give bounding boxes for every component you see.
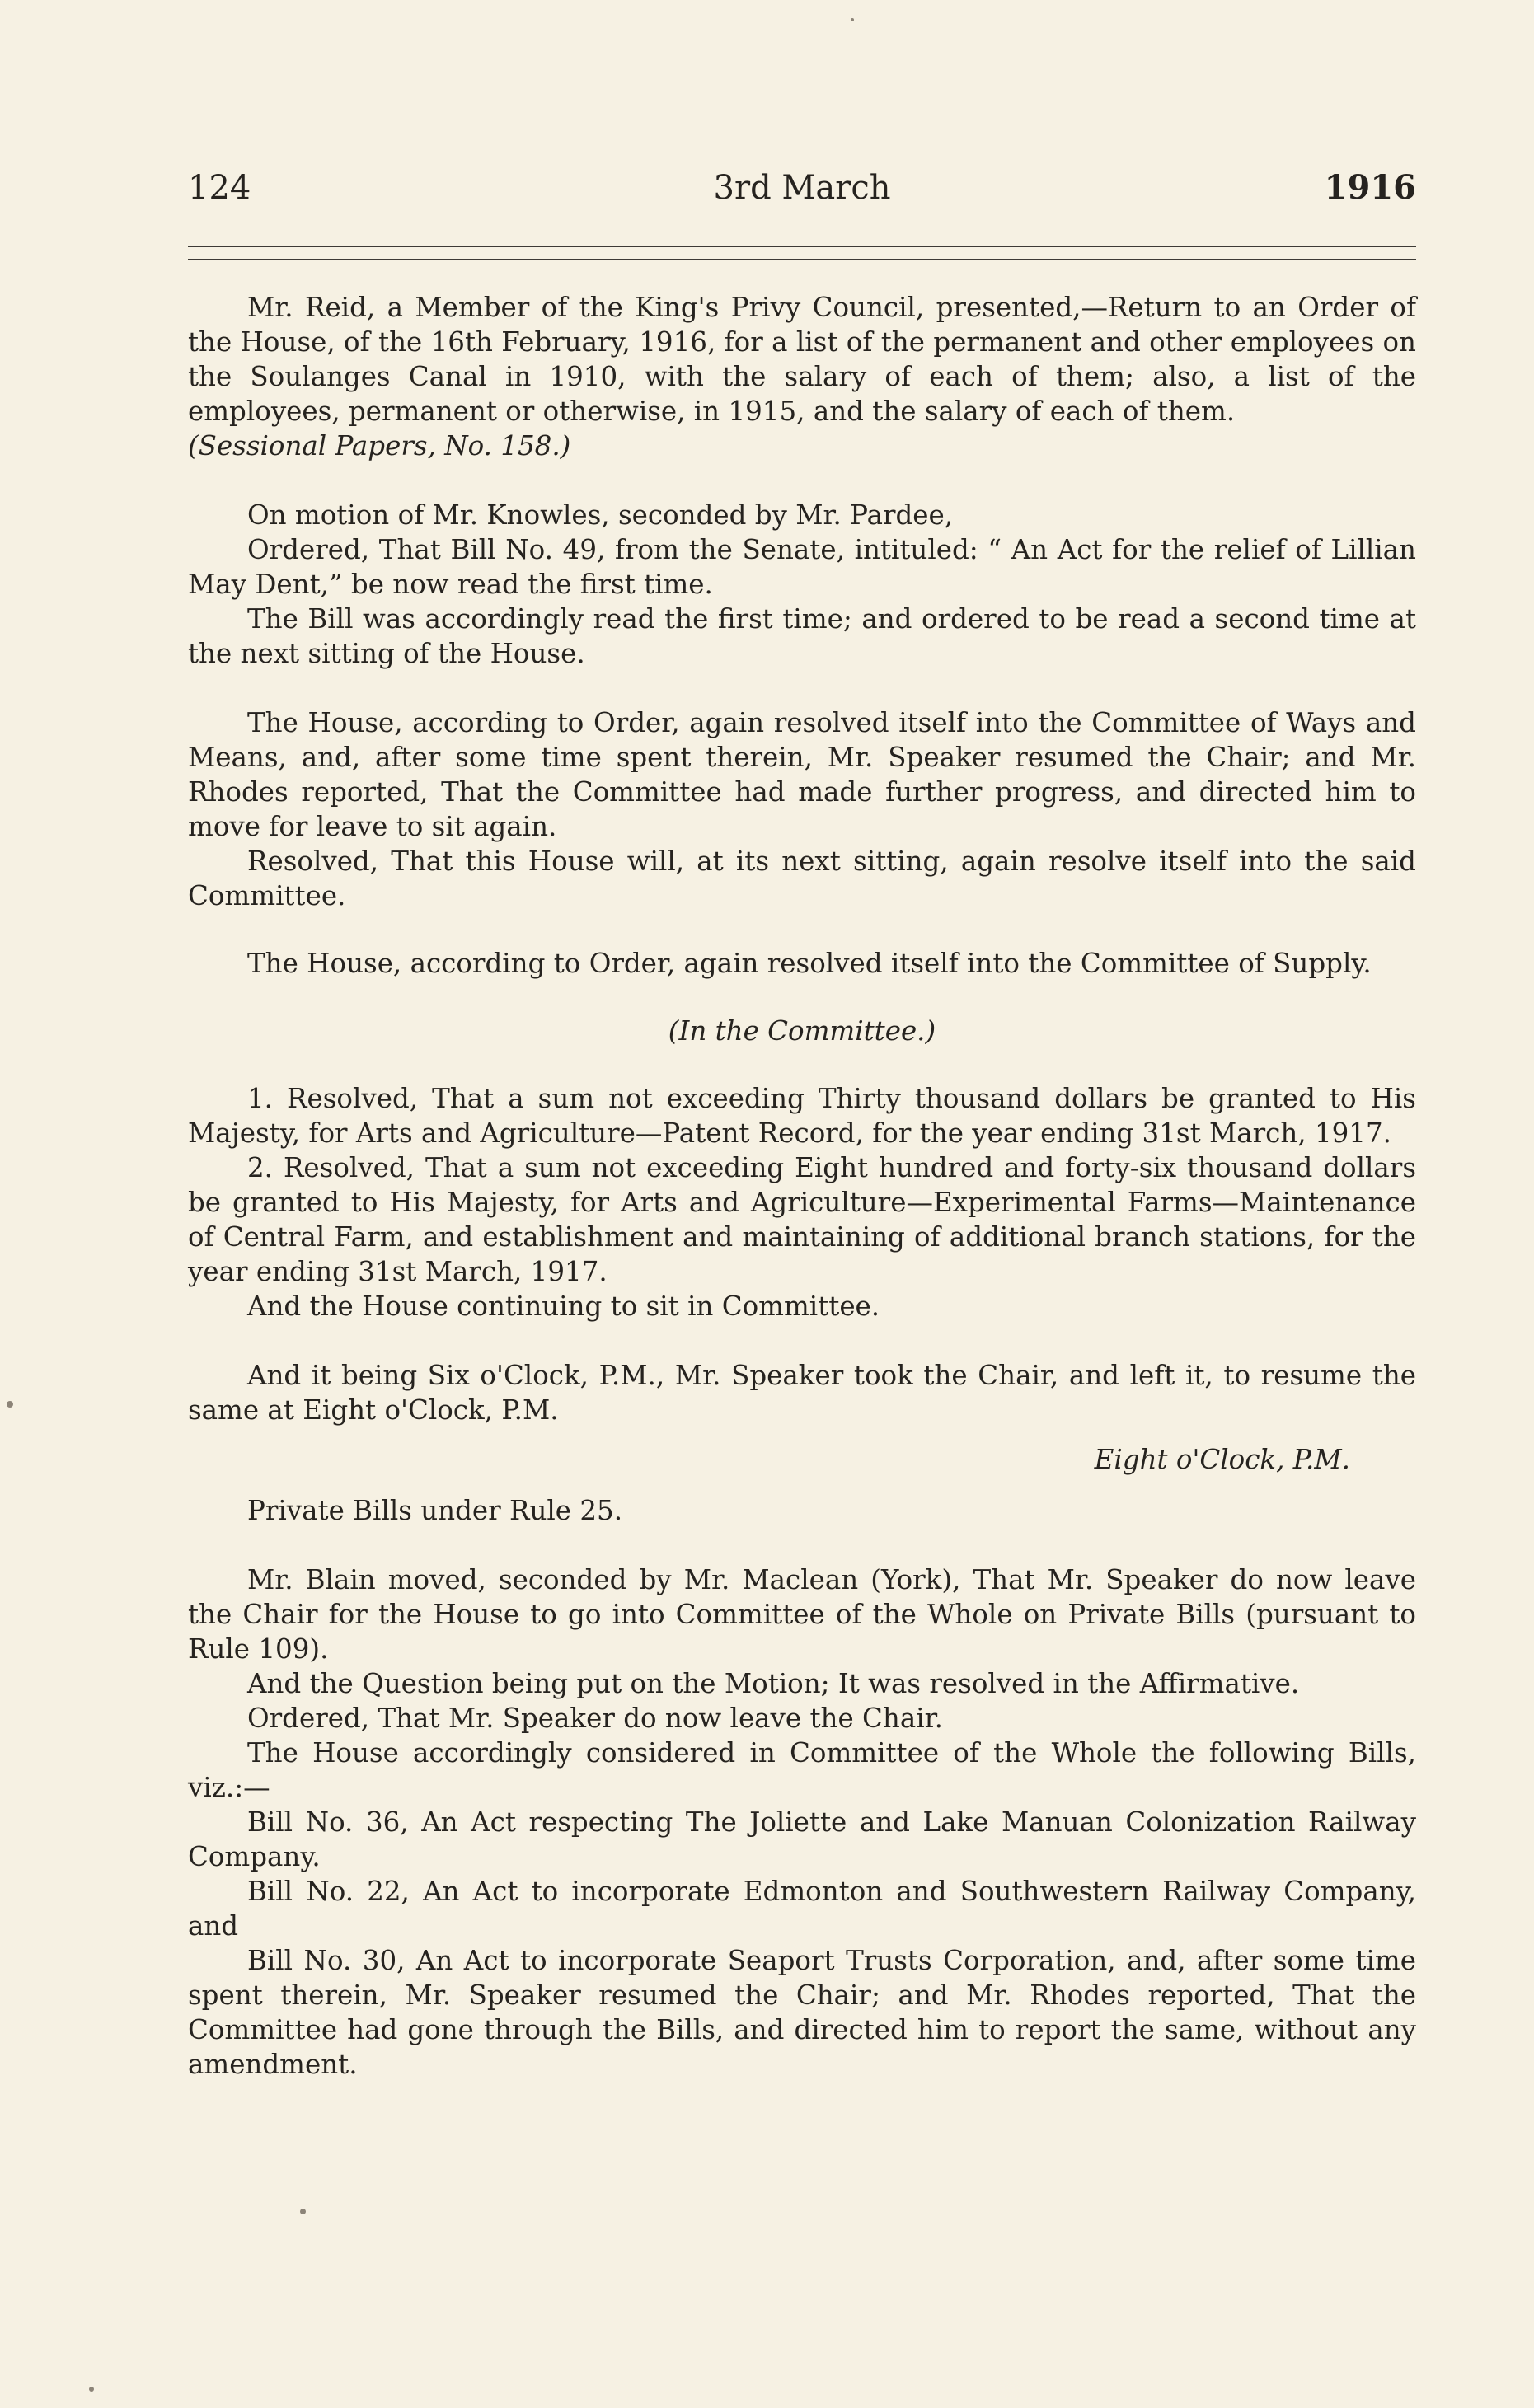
paragraph-ordered-bill-49: Ordered, That Bill No. 49, from the Senate, intituled: “ An Act for the relief of Lillian May Dent,” be now read the first time. xyxy=(188,534,1416,600)
header-date: 3rd March xyxy=(713,169,891,207)
paper-speck xyxy=(89,2387,94,2392)
paragraph-six-oclock: And it being Six o'Clock, P.M., Mr. Speaker took the Chair, and left it, to resume the same at Eight o'Clock, P.M. xyxy=(188,1360,1416,1426)
paper-speck xyxy=(300,2209,306,2214)
paragraph-ordered-leave-chair: Ordered, That Mr. Speaker do now leave the Chair. xyxy=(247,1703,943,1734)
header-rule-bottom xyxy=(188,259,1416,260)
header-rule-top xyxy=(188,246,1416,247)
paragraph-motion: On motion of Mr. Knowles, seconded by Mr. Pardee, xyxy=(247,499,954,531)
paragraph-bill-36: Bill No. 36, An Act respecting The Joliette and Lake Manuan Colonization Railway Company. xyxy=(188,1806,1416,1872)
header-year: 1916 xyxy=(1324,168,1416,207)
paragraph-continuing: And the House continuing to sit in Committee. xyxy=(247,1291,880,1322)
paragraph-return-order xyxy=(188,290,1416,463)
paper-speck xyxy=(7,1401,13,1408)
page-header xyxy=(188,163,1416,221)
eight-oclock-text: Eight o'Clock, P.M. xyxy=(1094,1444,1350,1475)
paragraph-question-put: And the Question being put on the Motion; It was resolved in the Affirmative. xyxy=(247,1668,1300,1699)
paragraph-text: Mr. Reid, a Member of the King's Privy Council, presented,—Return to an Order of the House, of the 16th February, 1916, for a list of the permanent and other employees on the Soulanges Canal in 1910, with the salary of each of them; also, a list of the employees, permanent or otherwise, in 1915, and the salary of each of them. xyxy=(188,292,1416,427)
paragraph-resolution-2: 2. Resolved, That a sum not exceeding Eight hundred and forty-six thousand dollars be granted to His Majesty, for Arts and Agriculture—Experimental Farms—Maintenance of Central Farm, and establishment and maintaining of additional branch stations, for the year ending 31st March, 1917. xyxy=(188,1152,1416,1287)
paragraph-resolved-next-sitting: Resolved, That this House will, at its next sitting, again resolve itself into the said Committee. xyxy=(188,846,1416,911)
journal-body xyxy=(188,290,1416,2082)
paragraph-blain-motion: Mr. Blain moved, seconded by Mr. Maclean (York), That Mr. Speaker do now leave the Chair for the House to go into Committee of the Whole on Private Bills (pursuant to Rule 109). xyxy=(188,1564,1416,1665)
page-number: 124 xyxy=(188,169,251,207)
paragraph-considered-bills: The House accordingly considered in Committee of the Whole the following Bills, viz.:— xyxy=(188,1737,1416,1803)
paragraph-first-reading: The Bill was accordingly read the first time; and ordered to be read a second time at the next sitting of the House. xyxy=(188,603,1416,669)
paragraph-bill-30: Bill No. 30, An Act to incorporate Seaport Trusts Corporation, and, after some time spent therein, Mr. Speaker resumed the Chair; and Mr. Rhodes reported, That the Committee had gone through the Bills, and directed him to report the same, without any amendment. xyxy=(188,1945,1416,2080)
in-committee-heading xyxy=(188,1014,1416,1048)
paragraph-resolution-1: 1. Resolved, That a sum not exceeding Thirty thousand dollars be granted to His Majesty, for Arts and Agriculture—Patent Record, for the year ending 31st March, 1917. xyxy=(188,1083,1416,1149)
eight-oclock-heading xyxy=(188,1442,1416,1477)
paragraph-ways-and-means: The House, according to Order, again resolved itself into the Committee of Ways and Means, and, after some time spent therein, Mr. Speaker resumed the Chair; and Mr. Rhodes reported, That the Committee had made further progress, and directed him to move for leave to sit again. xyxy=(188,707,1416,842)
in-committee-text: (In the Committee.) xyxy=(668,1015,936,1047)
paper-speck xyxy=(851,18,854,21)
sessional-papers-ref: (Sessional Papers, No. 158.) xyxy=(188,430,571,461)
paragraph-private-bills: Private Bills under Rule 25. xyxy=(247,1495,623,1526)
paragraph-bill-22: Bill No. 22, An Act to incorporate Edmonton and Southwestern Railway Company, and xyxy=(188,1876,1416,1942)
paragraph-committee-of-supply: The House, according to Order, again resolved itself into the Committee of Supply. xyxy=(247,948,1372,979)
